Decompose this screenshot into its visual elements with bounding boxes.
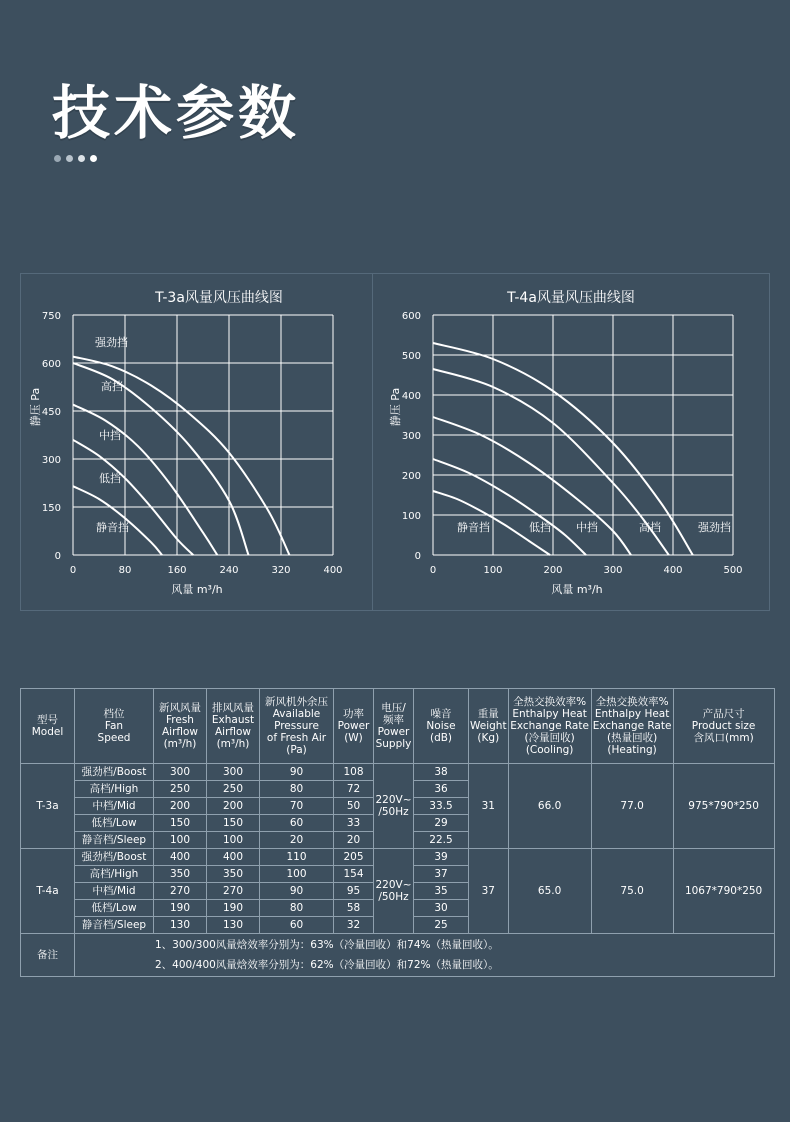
column-header	[414, 689, 469, 764]
chart-panel-t4a	[372, 273, 770, 611]
x-tick-label: 0	[429, 565, 437, 576]
cell-line: 频率	[383, 714, 404, 726]
noise-cell: 30	[414, 900, 469, 917]
exhaust-airflow-cell: 150	[207, 815, 260, 832]
cell-line: 排风风量	[212, 702, 254, 714]
cell-line: Supply	[375, 738, 412, 750]
heating-rate-cell: 75.0	[591, 849, 673, 934]
y-axis-label: 静压 Pa	[389, 387, 402, 427]
curve-label: 中挡	[99, 429, 121, 442]
x-axis-label: 风量 m³/h	[551, 583, 603, 596]
cell-line: Model	[31, 726, 64, 738]
column-header	[260, 689, 334, 764]
pressure-cell: 110	[260, 849, 334, 866]
curve-label: 高挡	[101, 380, 123, 393]
noise-cell: 39	[414, 849, 469, 866]
y-tick-label: 150	[41, 503, 61, 514]
cell-line: 220V~	[375, 879, 412, 891]
spec-table-wrapper	[20, 688, 775, 977]
x-tick-label: 160	[167, 565, 187, 576]
product-size-cell: 975*790*250	[673, 764, 774, 849]
exhaust-airflow-cell: 190	[207, 900, 260, 917]
noise-cell: 33.5	[414, 798, 469, 815]
power-cell: 108	[334, 764, 374, 781]
y-tick-label: 750	[41, 311, 61, 322]
dot-icon	[66, 155, 73, 162]
x-tick-label: 240	[219, 565, 239, 576]
pressure-cell: 80	[260, 900, 334, 917]
noise-cell: 35	[414, 883, 469, 900]
cell-line: (Heating)	[607, 744, 657, 756]
curve-label: 中挡	[576, 521, 598, 534]
x-axis-label: 风量 m³/h	[171, 583, 223, 596]
spec-table	[20, 688, 775, 977]
pressure-cell: 90	[260, 883, 334, 900]
cell-line: Exhaust	[211, 714, 255, 726]
cell-line: 220V~	[375, 794, 412, 806]
fresh-airflow-cell: 200	[154, 798, 207, 815]
power-supply-cell	[374, 764, 414, 849]
chart-title: T-3a风量风压曲线图	[155, 290, 283, 306]
column-header	[469, 689, 509, 764]
exhaust-airflow-cell: 300	[207, 764, 260, 781]
dot-icon	[90, 155, 97, 162]
noise-cell: 37	[414, 866, 469, 883]
column-header	[21, 689, 75, 764]
cell-line: 重量	[477, 708, 499, 720]
y-tick-label: 100	[401, 511, 421, 522]
remarks-row	[21, 934, 775, 977]
speed-cell: 低档/Low	[75, 900, 154, 917]
cell-line: Enthalpy Heat	[512, 708, 587, 720]
chart-title: T-4a风量风压曲线图	[507, 290, 635, 306]
cell-line: Enthalpy Heat	[594, 708, 670, 720]
dot-icon	[78, 155, 85, 162]
cell-line: 新风机外余压	[265, 696, 328, 708]
power-cell: 205	[334, 849, 374, 866]
y-tick-label: 600	[41, 359, 61, 370]
cell-line: (dB)	[429, 732, 453, 744]
cell-line: Pressure	[274, 720, 319, 732]
x-tick-label: 0	[69, 565, 77, 576]
cell-line: 噪音	[430, 708, 452, 720]
cell-line: /50Hz	[378, 891, 409, 903]
exhaust-airflow-cell: 130	[207, 917, 260, 934]
cell-line: (W)	[344, 732, 363, 744]
speed-cell: 强劲档/Boost	[75, 849, 154, 866]
y-tick-label: 450	[41, 407, 61, 418]
power-supply-cell	[374, 849, 414, 934]
series-curve-3	[433, 417, 631, 555]
cell-line: Airflow	[214, 726, 252, 738]
model-cell: T-4a	[21, 849, 75, 934]
heating-rate-cell: 77.0	[591, 764, 673, 849]
cell-line: (Kg)	[477, 732, 500, 744]
speed-cell: 中档/Mid	[75, 883, 154, 900]
x-tick-label: 320	[271, 565, 291, 576]
pressure-cell: 80	[260, 781, 334, 798]
cell-line: Product size	[691, 720, 756, 732]
pressure-cell: 60	[260, 815, 334, 832]
noise-cell: 38	[414, 764, 469, 781]
cell-line: 功率	[343, 708, 364, 720]
cell-line: (热量回收)	[606, 732, 658, 744]
y-tick-label: 200	[401, 471, 421, 482]
cell-line: (m³/h)	[216, 738, 250, 750]
cell-line: 电压/	[381, 702, 406, 714]
cell-line: Power	[377, 726, 410, 738]
speed-cell: 中档/Mid	[75, 798, 154, 815]
weight-cell: 31	[469, 764, 509, 849]
fresh-airflow-cell: 400	[154, 849, 207, 866]
cell-line: (冷量回收)	[524, 732, 575, 744]
fresh-airflow-cell: 270	[154, 883, 207, 900]
cell-line: Fresh	[166, 714, 194, 726]
y-tick-label: 0	[54, 551, 61, 562]
fresh-airflow-cell: 300	[154, 764, 207, 781]
speed-cell: 强劲档/Boost	[75, 764, 154, 781]
fresh-airflow-cell: 130	[154, 917, 207, 934]
fresh-airflow-cell: 190	[154, 900, 207, 917]
weight-cell: 37	[469, 849, 509, 934]
cell-line: 档位	[103, 708, 125, 720]
exhaust-airflow-cell: 350	[207, 866, 260, 883]
fresh-airflow-cell: 250	[154, 781, 207, 798]
cell-line: 型号	[37, 714, 58, 726]
power-cell: 72	[334, 781, 374, 798]
x-tick-label: 500	[723, 565, 743, 576]
fresh-airflow-cell: 350	[154, 866, 207, 883]
cell-line: Power	[337, 720, 370, 732]
curve-label: 强劲挡	[698, 521, 731, 534]
table-row	[21, 764, 775, 781]
curve-label: 高挡	[639, 521, 661, 534]
cell-line: 全热交换效率%	[595, 696, 669, 708]
cell-line: Weight	[470, 720, 507, 732]
speed-cell: 高档/High	[75, 866, 154, 883]
x-tick-label: 400	[323, 565, 343, 576]
power-cell: 154	[334, 866, 374, 883]
power-cell: 20	[334, 832, 374, 849]
cell-line: (Pa)	[286, 744, 307, 756]
column-header	[334, 689, 374, 764]
decorative-dots	[54, 155, 97, 162]
cell-line: 含风口(mm)	[693, 732, 754, 744]
speed-cell: 静音档/Sleep	[75, 917, 154, 934]
speed-cell: 静音档/Sleep	[75, 832, 154, 849]
power-cell: 32	[334, 917, 374, 934]
model-cell: T-3a	[21, 764, 75, 849]
cell-line: Exchange Rate	[592, 720, 672, 732]
cooling-rate-cell: 66.0	[508, 764, 591, 849]
cell-line: Fan	[104, 720, 124, 732]
exhaust-airflow-cell: 200	[207, 798, 260, 815]
remark-line: 2、400/400风量焓效率分别为：62%（冷量回收）和72%（热量回收）。	[155, 959, 499, 971]
power-cell: 95	[334, 883, 374, 900]
power-cell: 50	[334, 798, 374, 815]
cell-line: of Fresh Air	[266, 732, 327, 744]
curve-label: 静音挡	[96, 521, 129, 534]
remarks-label: 备注	[21, 934, 75, 977]
curve-label: 低挡	[99, 472, 121, 485]
fresh-airflow-cell: 150	[154, 815, 207, 832]
y-tick-label: 300	[41, 455, 61, 466]
y-tick-label: 600	[401, 311, 421, 322]
column-header	[374, 689, 414, 764]
x-tick-label: 400	[663, 565, 683, 576]
y-tick-label: 300	[401, 431, 421, 442]
series-curve-3	[73, 405, 217, 555]
y-tick-label: 400	[401, 391, 421, 402]
y-tick-label: 0	[414, 551, 421, 562]
pressure-cell: 20	[260, 832, 334, 849]
series-curve-4	[73, 440, 193, 555]
column-header	[75, 689, 154, 764]
column-header	[207, 689, 260, 764]
chart-panel-t3a	[20, 273, 418, 611]
speed-cell: 低档/Low	[75, 815, 154, 832]
y-tick-label: 500	[401, 351, 421, 362]
cell-line: (Cooling)	[525, 744, 574, 756]
curve-label: 静音挡	[457, 521, 490, 534]
power-cell: 58	[334, 900, 374, 917]
series-curve-4	[433, 459, 586, 555]
pressure-cell: 100	[260, 866, 334, 883]
exhaust-airflow-cell: 100	[207, 832, 260, 849]
exhaust-airflow-cell: 250	[207, 781, 260, 798]
fresh-airflow-cell: 100	[154, 832, 207, 849]
power-cell: 33	[334, 815, 374, 832]
chart-t3a	[21, 274, 417, 610]
cell-line: 产品尺寸	[702, 708, 745, 720]
pressure-cell: 90	[260, 764, 334, 781]
exhaust-airflow-cell: 400	[207, 849, 260, 866]
exhaust-airflow-cell: 270	[207, 883, 260, 900]
cell-line: Airflow	[161, 726, 199, 738]
x-tick-label: 100	[483, 565, 503, 576]
curve-label: 强劲挡	[95, 336, 128, 349]
noise-cell: 29	[414, 815, 469, 832]
cell-line: 新风风量	[159, 702, 201, 714]
noise-cell: 36	[414, 781, 469, 798]
chart-t4a	[373, 274, 769, 610]
cell-line: Speed	[97, 732, 131, 744]
y-axis-label: 静压 Pa	[29, 387, 42, 427]
noise-cell: 25	[414, 917, 469, 934]
cell-line: Noise	[426, 720, 456, 732]
cell-line: (m³/h)	[163, 738, 197, 750]
speed-cell: 高档/High	[75, 781, 154, 798]
noise-cell: 22.5	[414, 832, 469, 849]
x-tick-label: 300	[603, 565, 623, 576]
pressure-cell: 60	[260, 917, 334, 934]
table-row	[21, 849, 775, 866]
curve-label: 低挡	[529, 521, 551, 534]
x-tick-label: 200	[543, 565, 563, 576]
chart-grid	[433, 315, 733, 555]
dot-icon	[54, 155, 61, 162]
remark-line: 1、300/300风量焓效率分别为：63%（冷量回收）和74%（热量回收）。	[155, 939, 499, 951]
product-size-cell: 1067*790*250	[673, 849, 774, 934]
cell-line: /50Hz	[378, 806, 409, 818]
cooling-rate-cell: 65.0	[508, 849, 591, 934]
table-header-row	[21, 689, 775, 764]
cell-line: Available	[272, 708, 321, 720]
column-header	[673, 689, 774, 764]
cell-line: Exchange Rate	[510, 720, 589, 732]
x-tick-label: 80	[118, 565, 132, 576]
column-header	[508, 689, 591, 764]
cell-line: 全热交换效率%	[513, 696, 587, 708]
column-header	[154, 689, 207, 764]
remarks-text	[75, 934, 775, 977]
column-header	[591, 689, 673, 764]
page-title: 技术参数	[52, 79, 301, 147]
pressure-cell: 70	[260, 798, 334, 815]
